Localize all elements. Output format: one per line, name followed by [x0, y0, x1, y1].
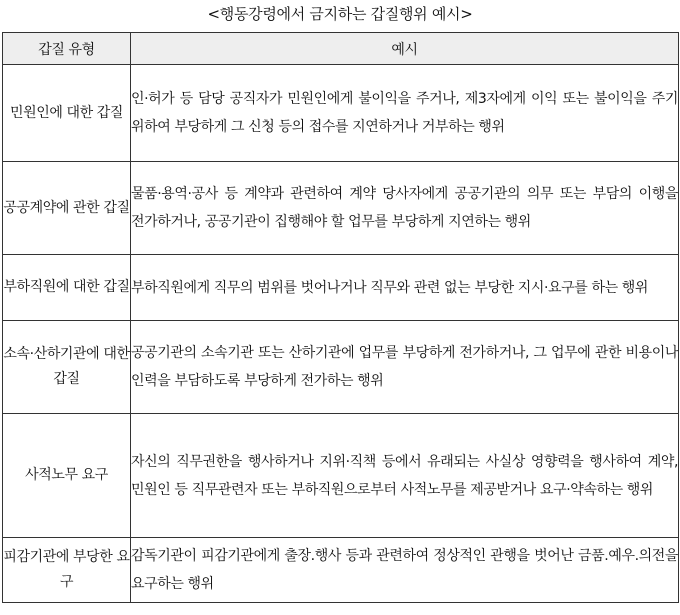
row-type-cell: 민원인에 대한 갑질 — [3, 65, 131, 162]
row-example-cell: 공공기관의 소속기관 또는 산하기관에 업무를 부당하게 전가하거나, 그 업무에 관한 비용이나 인력을 부담하도록 부당하게 전가하는 행위 — [131, 321, 679, 414]
table-caption: <행동강령에서 금지하는 갑질행위 예시> — [207, 5, 473, 23]
row-type-cell: 사적노무 요구 — [3, 414, 131, 538]
row-type-cell: 피감기관에 부당한 요구 — [3, 538, 131, 603]
row-example-cell: 물품·용역·공사 등 계약과 관련하여 계약 당사자에게 공공기관의 의무 또는 부담의 이행을 전가하거나, 공공기관이 집행해야 할 업무를 부당하게 지연하는 행위 — [131, 162, 679, 255]
header-type: 갑질 유형 — [3, 33, 131, 65]
row-example-cell: 인·허가 등 담당 공직자가 민원인에게 불이익을 주거나, 제3자에게 이익 또는 불이익을 주기 위하여 부당하게 그 신청 등의 접수를 지연하거나 거부하는 행위 — [131, 65, 679, 162]
table-row — [3, 321, 679, 414]
table-header-row — [3, 33, 679, 65]
table-row — [3, 538, 679, 603]
row-type-cell: 부하직원에 대한 갑질 — [3, 255, 131, 321]
header-example: 예시 — [131, 33, 679, 65]
row-example-cell: 부하직원에게 직무의 범위를 벗어나거나 직무와 관련 없는 부당한 지시·요구를 하는 행위 — [131, 255, 679, 321]
table-row — [3, 65, 679, 162]
table-row — [3, 162, 679, 255]
row-type-cell: 공공계약에 관한 갑질 — [3, 162, 131, 255]
row-type-cell: 소속·산하기관에 대한 갑질 — [3, 321, 131, 414]
table-row — [3, 414, 679, 538]
row-example-cell: 자신의 직무권한을 행사하거나 지위·직책 등에서 유래되는 사실상 영향력을 행사하여 계약, 민원인 등 직무관련자 또는 부하직원으로부터 사적노무를 제공받거나 요구·약속하는 행위 — [131, 414, 679, 538]
row-example-cell: 감독기관이 피감기관에게 출장.행사 등과 관련하여 정상적인 관행을 벗어난 금품.예우.의전을 요구하는 행위 — [131, 538, 679, 603]
table-row — [3, 255, 679, 321]
gapjil-examples-table — [2, 32, 679, 603]
